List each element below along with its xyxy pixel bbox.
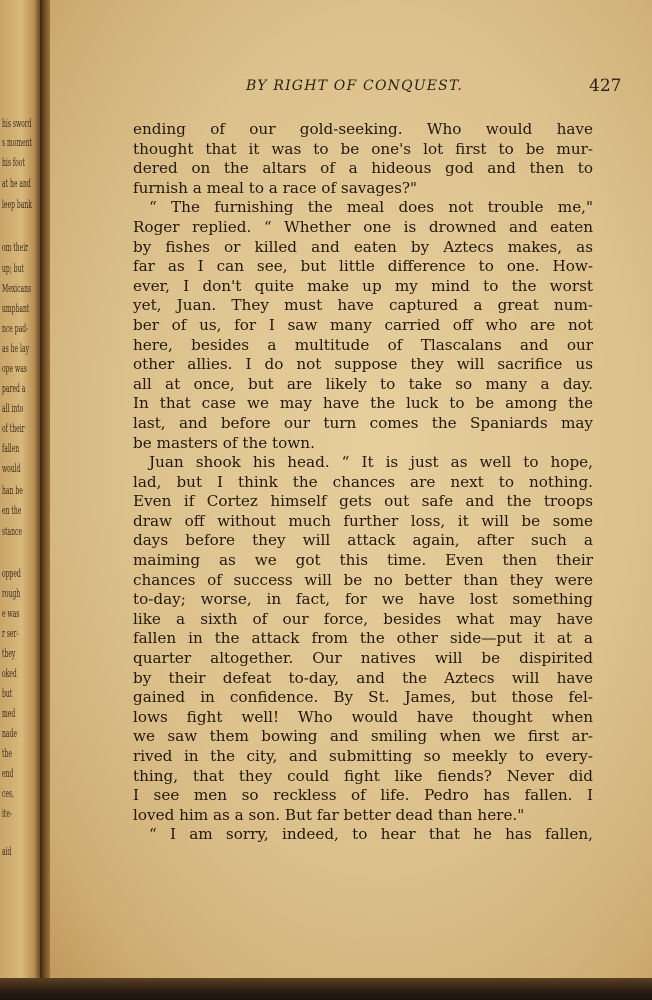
text-line: like a sixth of our force, besides what may have [133, 609, 593, 628]
text-line: here, besides a multitude of Tlascalans and our [133, 335, 593, 354]
text-line: last, and before our turn comes the Spaniards may [133, 413, 593, 432]
previous-page-fragment: om their [2, 241, 29, 254]
previous-page-fragment: his foot [2, 156, 25, 169]
text-line: loved him as a son. But far better dead than here." [133, 805, 525, 824]
text-line: thought that it was to be one's lot first to be mur- [133, 139, 593, 158]
text-line: ber of us, for I saw many carried off who are not [133, 315, 593, 334]
previous-page-fragment: nce pad- [2, 322, 29, 335]
previous-page-fragment: his sword [2, 117, 32, 130]
text-line: other allies. I do not suppose they will sacrifice us [133, 355, 593, 374]
text-line: ever, I don't quite make up my mind to the worst [133, 276, 593, 295]
text-line: In that case we may have the luck to be among the [133, 394, 593, 413]
previous-page-fragment: stance [2, 525, 23, 538]
text-line: gained in confidence. By St. James, but those fel- [133, 688, 593, 707]
previous-page-fragment: leep bank [2, 198, 32, 211]
previous-page-fragment: aid [2, 845, 12, 858]
text-line: by fishes or killed and eaten by Aztecs makes, as [133, 237, 593, 256]
previous-page-fragment: med [2, 707, 16, 720]
text-line: I see men so reckless of life. Pedro has fallen. I [133, 786, 593, 805]
previous-page-fragment: s moment [2, 136, 33, 149]
previous-page-fragment: of their [2, 422, 25, 435]
text-line: furnish a meal to a race of savages?" [133, 178, 418, 197]
previous-page-fragment: at he and [2, 177, 31, 190]
previous-page-edge [0, 0, 40, 985]
text-line: maiming as we got this time. Even then their [133, 551, 593, 570]
page-bottom-edge [0, 978, 652, 1000]
text-line: rived in the city, and submitting so meekly to every- [133, 747, 593, 765]
text-line: draw off without much further loss, it will be some [133, 511, 593, 530]
previous-page-fragment: but [2, 687, 13, 700]
text-line: be masters of the town. [133, 433, 315, 452]
text-line: by their defeat to-day, and the Aztecs will have [133, 668, 593, 687]
running-title: BY RIGHT OF CONQUEST. [246, 78, 464, 94]
page-number: 427 [589, 76, 622, 96]
text-line: we saw them bowing and smiling when we first ar- [133, 727, 593, 746]
previous-page-fragment: han be [2, 484, 23, 497]
page-header [50, 78, 652, 100]
previous-page-fragment: rough [2, 587, 21, 600]
text-line: far as I can see, but little difference to one. How- [133, 257, 593, 276]
text-line: to-day; worse, in fact, for we have lost something [133, 590, 593, 609]
previous-page-fragment: up; but [2, 262, 24, 275]
text-line: thing, that they could fight like fiends? Never did [133, 766, 593, 785]
text-line: yet, Juan. They must have captured a great num- [133, 296, 593, 315]
previous-page-fragment: fallen [2, 442, 20, 455]
previous-page-fragment: as he lay [2, 342, 30, 355]
previous-page-fragment: ces, [2, 787, 14, 800]
previous-page-fragment: ite- [2, 807, 12, 820]
previous-page-fragment: e was [2, 607, 20, 620]
text-line: fallen in the attack from the other side—put it at a [133, 629, 593, 648]
previous-page-fragment: en the [2, 504, 22, 517]
previous-page-fragment: nade [2, 727, 17, 740]
previous-page-fragment: pared a [2, 382, 26, 395]
text-line: Roger replied. “ Whether one is drowned and eaten [133, 217, 593, 236]
text-line: Even if Cortez himself gets out safe and the troops [133, 492, 593, 511]
previous-page-fragment: umphant [2, 302, 30, 315]
previous-page-fragment: Mexicans [2, 282, 32, 295]
book-page [50, 0, 652, 978]
previous-page-fragment: the [2, 747, 12, 760]
text-line: chances of success will be no better than they were [133, 570, 593, 589]
previous-page-fragment: all into [2, 402, 24, 415]
text-line: quarter altogether. Our natives will be dispirited [133, 649, 593, 668]
previous-page-fragment: they [2, 647, 16, 660]
previous-page-fragment: end [2, 767, 14, 780]
text-line: ending of our gold-seeking. Who would have [133, 120, 593, 138]
text-line: lad, but I think the chances are next to nothing. [133, 472, 593, 491]
text-line: lows fight well! Who would have thought when [133, 707, 593, 726]
previous-page-fragment: opped [2, 567, 21, 580]
text-line: dered on the altars of a hideous god and then to [133, 159, 593, 178]
previous-page-fragment: would [2, 462, 21, 475]
previous-page-fragment: r ser- [2, 627, 19, 640]
previous-page-fragment: oked [2, 667, 17, 680]
text-line: days before they will attack again, after such a [133, 531, 593, 550]
body-text [133, 120, 593, 845]
previous-page-fragment: ope was [2, 362, 27, 375]
text-line: all at once, but are likely to take so many a day. [133, 374, 593, 393]
text-line: “ The furnishing the meal does not trouble me," [149, 198, 593, 217]
text-line: Juan shook his head. “ It is just as well to hope, [149, 453, 593, 472]
text-line: “ I am sorry, indeed, to hear that he has fallen, [149, 825, 593, 844]
